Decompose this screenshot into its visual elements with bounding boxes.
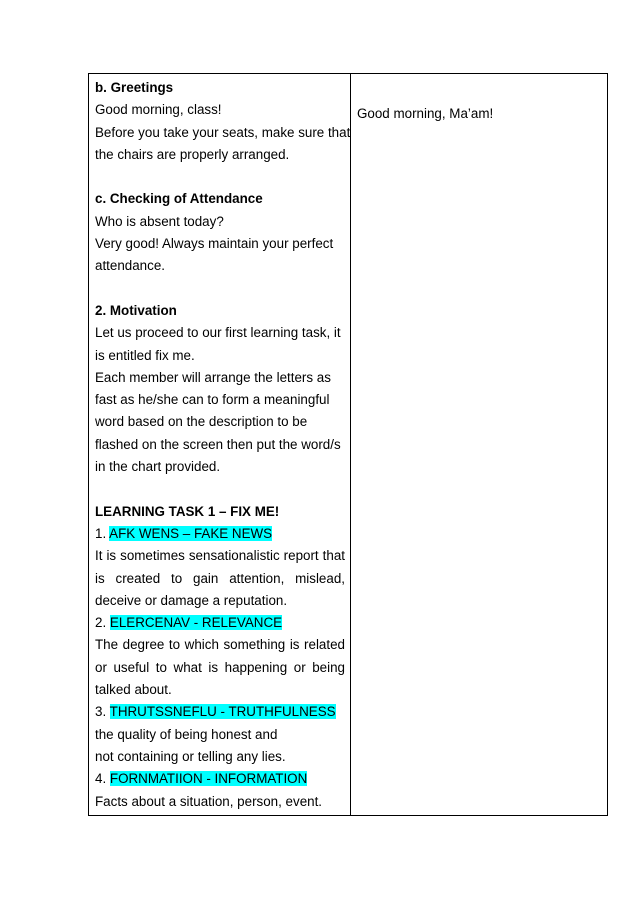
student-activity-cell (357, 103, 597, 125)
lesson-table (88, 73, 608, 816)
motivation-line: is entitled fix me. (95, 347, 195, 363)
student-response: Good morning, Ma’am! (357, 106, 494, 121)
motivation-line: Each member will arrange the letters as (95, 369, 331, 385)
highlighted-answer: FORNMATIION - INFORMATION (109, 771, 308, 787)
item-description-line: Facts about a situation, person, event. (95, 793, 323, 809)
item-number: 3. (95, 704, 107, 720)
highlighted-answer: AFK WENS – FAKE NEWS (109, 525, 273, 541)
teacher-activity-cell (95, 77, 351, 813)
item-description-line: not containing or telling any lies. (95, 748, 286, 764)
task-item-title (95, 523, 345, 545)
spacer (95, 278, 345, 300)
item-number: 4. (95, 771, 107, 787)
highlighted-answer: THRUTSSNEFLU - TRUTHFULNESS (109, 704, 336, 720)
task-heading: LEARNING TASK 1 – FIX ME! (95, 503, 280, 519)
motivation-heading: 2. Motivation (95, 302, 177, 318)
task-item-title (95, 701, 345, 723)
highlighted-answer: ELERCENAV - RELEVANCE (109, 615, 283, 631)
motivation-line: word based on the description to be (95, 414, 308, 430)
spacer (95, 166, 345, 188)
greetings-heading: b. Greetings (95, 80, 174, 95)
attendance-line: Who is absent today? (95, 213, 224, 229)
column-divider (350, 74, 351, 815)
item-description-line: the quality of being honest and (95, 726, 278, 742)
item-description-line: deceive or damage a reputation. (95, 592, 288, 608)
item-description-line: It is sometimes sensationalistic report that (95, 548, 345, 564)
task-item-title (95, 612, 345, 634)
greetings-line: Good morning, class! (95, 102, 222, 118)
item-number: 1. (95, 525, 107, 541)
task-item-title (95, 768, 345, 790)
motivation-line: fast as he/she can to form a meaningful (95, 392, 330, 408)
attendance-line: Very good! Always maintain your perfect (95, 236, 334, 252)
item-description-line: is created to gain attention, mislead, (95, 570, 345, 586)
item-description-line: talked about. (95, 682, 172, 698)
greetings-line: Before you take your seats, make sure that (95, 124, 351, 140)
motivation-line: flashed on the screen then put the word/s (95, 436, 341, 452)
spacer (95, 478, 345, 500)
attendance-line: attendance. (95, 258, 165, 274)
item-description-line: The degree to which something is related (95, 637, 345, 653)
motivation-line: in the chart provided. (95, 459, 221, 475)
attendance-heading: c. Checking of Attendance (95, 191, 263, 207)
motivation-line: Let us proceed to our first learning task, it (95, 325, 341, 341)
greetings-line: the chairs are properly arranged. (95, 146, 290, 162)
item-description-line: or useful to what is happening or being (95, 659, 345, 675)
item-number: 2. (95, 615, 107, 631)
